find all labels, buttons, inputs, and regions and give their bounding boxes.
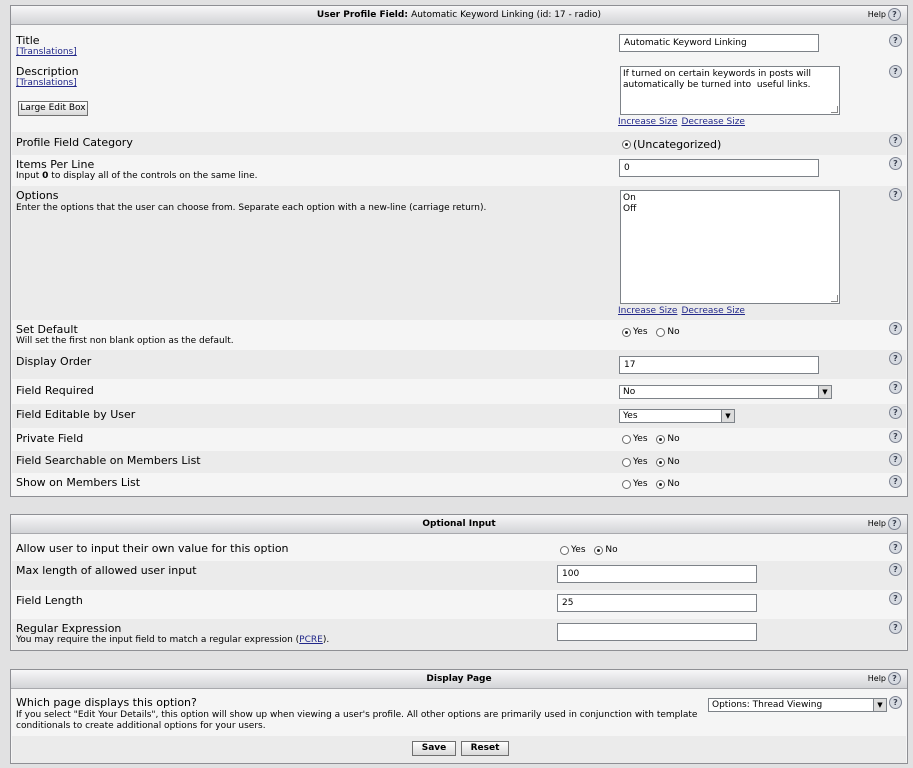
field-editable-row xyxy=(12,404,906,428)
private-field-yes-radio[interactable] xyxy=(622,435,631,444)
description-textarea[interactable] xyxy=(620,66,840,115)
allow-input-label: Allow user to input their own value for this option xyxy=(16,542,289,555)
optional-input-panel xyxy=(10,514,908,651)
yes-label: Yes xyxy=(571,545,586,555)
field-required-select[interactable] xyxy=(619,385,832,399)
yes-label: Yes xyxy=(633,327,648,337)
max-length-input[interactable]: 100 xyxy=(557,565,757,583)
help-icon[interactable]: ? xyxy=(889,322,902,335)
category-value: (Uncategorized) xyxy=(633,137,722,151)
allow-input-no-radio[interactable] xyxy=(594,546,603,555)
help-icon[interactable]: ? xyxy=(889,541,902,554)
desc-bold: 0 xyxy=(42,171,49,181)
searchable-yes-radio[interactable] xyxy=(622,458,631,467)
help-icon[interactable]: ? xyxy=(889,381,902,394)
help-icon[interactable]: ? xyxy=(888,517,901,530)
max-length-label: Max length of allowed user input xyxy=(16,564,197,577)
field-length-input[interactable]: 25 xyxy=(557,594,757,612)
set-default-label: Set Default xyxy=(16,323,78,336)
set-default-row xyxy=(12,320,906,350)
field-required-label: Field Required xyxy=(16,384,94,397)
description-label: Description xyxy=(16,65,79,78)
items-per-line-input[interactable]: 0 xyxy=(619,159,819,177)
items-per-line-row xyxy=(12,155,906,186)
help-icon[interactable]: ? xyxy=(889,34,902,47)
display-order-input[interactable]: 17 xyxy=(619,356,819,374)
chevron-down-icon[interactable]: ▼ xyxy=(873,699,886,711)
regex-label: Regular Expression xyxy=(16,622,122,635)
user-profile-field-panel xyxy=(10,5,908,497)
help-link[interactable] xyxy=(868,672,901,686)
regex-row xyxy=(12,619,906,650)
help-label: Help xyxy=(867,519,886,528)
increase-size-link[interactable]: Increase Size xyxy=(618,306,678,316)
help-link[interactable] xyxy=(868,8,901,22)
panel-title-rest: Automatic Keyword Linking (id: 17 - radio) xyxy=(411,10,602,20)
allow-input-yes-radio[interactable] xyxy=(560,546,569,555)
increase-size-link[interactable]: Increase Size xyxy=(618,117,678,127)
options-text: On Off xyxy=(623,193,637,214)
yes-label: Yes xyxy=(633,434,648,444)
which-page-description: If you select "Edit Your Details", this option will show up when viewing a user's profile. All other options are primarily used in conjunction with template conditionals to create additional options for your users. xyxy=(16,710,698,731)
options-row xyxy=(12,186,906,320)
which-page-row xyxy=(12,694,906,736)
help-icon[interactable]: ? xyxy=(889,592,902,605)
decrease-size-link[interactable]: Decrease Size xyxy=(681,306,745,316)
panel-title-bold: User Profile Field: xyxy=(316,10,408,20)
set-default-yes-radio[interactable] xyxy=(622,328,631,337)
field-editable-label: Field Editable by User xyxy=(16,408,136,421)
options-description: Enter the options that the user can choose from. Separate each option with a new-line (carriage return). xyxy=(16,203,487,213)
regex-description xyxy=(16,635,329,645)
description-size-links xyxy=(618,117,749,127)
title-label: Title xyxy=(16,34,40,47)
no-label: No xyxy=(605,545,618,555)
panel-header xyxy=(11,6,907,25)
show-on-list-radio-group xyxy=(622,479,686,490)
private-field-label: Private Field xyxy=(16,432,84,445)
set-default-radio-group xyxy=(622,327,686,338)
no-label: No xyxy=(667,434,680,444)
regex-input[interactable] xyxy=(557,623,757,641)
allow-input-radio-group xyxy=(560,545,624,556)
category-label: Profile Field Category xyxy=(16,136,133,149)
field-length-row xyxy=(12,590,906,619)
help-icon[interactable]: ? xyxy=(889,563,902,576)
help-icon[interactable]: ? xyxy=(889,65,902,78)
description-text: If turned on certain keywords in posts will automatically be turned into useful links. xyxy=(623,69,811,90)
set-default-no-radio[interactable] xyxy=(656,328,665,337)
desc-text: to display all of the controls on the same line. xyxy=(48,171,258,181)
allow-input-row xyxy=(12,539,906,561)
field-required-row xyxy=(12,379,906,404)
items-per-line-description xyxy=(16,171,257,181)
chevron-down-icon[interactable]: ▼ xyxy=(818,386,831,398)
help-icon[interactable]: ? xyxy=(889,188,902,201)
help-icon[interactable]: ? xyxy=(889,696,902,709)
title-row xyxy=(12,32,906,63)
options-size-links xyxy=(618,306,749,316)
category-radio-group xyxy=(622,137,727,151)
show-on-list-yes-radio[interactable] xyxy=(622,480,631,489)
help-icon[interactable]: ? xyxy=(889,621,902,634)
title-input[interactable]: Automatic Keyword Linking xyxy=(619,34,819,52)
yes-label: Yes xyxy=(633,479,648,489)
submit-row xyxy=(12,736,906,763)
decrease-size-link[interactable]: Decrease Size xyxy=(681,117,745,127)
help-icon[interactable]: ? xyxy=(889,475,902,488)
help-icon[interactable]: ? xyxy=(888,8,901,21)
desc-text: ). xyxy=(322,635,330,645)
category-row xyxy=(12,132,906,155)
panel-title: Display Page xyxy=(426,674,492,684)
save-button[interactable]: Save xyxy=(412,741,456,756)
display-order-label: Display Order xyxy=(16,355,92,368)
private-field-row xyxy=(12,428,906,451)
which-page-label: Which page displays this option? xyxy=(16,696,197,709)
field-editable-select[interactable] xyxy=(619,409,735,423)
display-order-row xyxy=(12,350,906,379)
pcre-link[interactable]: PCRE xyxy=(299,635,323,645)
panel-title: Optional Input xyxy=(422,519,496,529)
help-icon[interactable]: ? xyxy=(889,157,902,170)
searchable-no-radio[interactable] xyxy=(656,458,665,467)
show-on-list-label: Show on Members List xyxy=(16,476,141,489)
reset-button[interactable]: Reset xyxy=(461,741,509,756)
desc-text: You may require the input field to match a regular expression ( xyxy=(16,635,300,645)
help-label: Help xyxy=(867,674,886,683)
no-label: No xyxy=(667,479,680,489)
help-icon[interactable]: ? xyxy=(889,453,902,466)
help-icon[interactable]: ? xyxy=(889,352,902,365)
category-radio[interactable] xyxy=(622,140,631,149)
field-required-value: No xyxy=(623,387,636,397)
searchable-row xyxy=(12,451,906,473)
help-icon[interactable]: ? xyxy=(889,134,902,147)
panel-header xyxy=(11,670,907,689)
no-label: No xyxy=(667,327,680,337)
items-per-line-label: Items Per Line xyxy=(16,158,95,171)
help-label: Help xyxy=(867,10,886,19)
help-icon[interactable]: ? xyxy=(889,430,902,443)
help-link[interactable] xyxy=(868,517,901,531)
description-row xyxy=(12,63,906,132)
private-field-radio-group xyxy=(622,434,686,445)
max-length-row xyxy=(12,561,906,590)
help-icon[interactable]: ? xyxy=(889,406,902,419)
help-icon[interactable]: ? xyxy=(888,672,901,685)
title-translations-link[interactable]: [Translations] xyxy=(16,47,77,57)
searchable-radio-group xyxy=(622,457,686,468)
large-edit-box-button[interactable]: Large Edit Box xyxy=(18,101,88,116)
field-editable-value: Yes xyxy=(623,411,638,421)
no-label: No xyxy=(667,457,680,467)
field-length-label: Field Length xyxy=(16,594,83,607)
options-label: Options xyxy=(16,189,59,202)
chevron-down-icon[interactable]: ▼ xyxy=(721,410,734,422)
private-field-no-radio[interactable] xyxy=(656,435,665,444)
show-on-list-no-radio[interactable] xyxy=(656,480,665,489)
which-page-select[interactable] xyxy=(708,698,887,712)
searchable-label: Field Searchable on Members List xyxy=(16,454,201,467)
display-page-panel xyxy=(10,669,908,764)
panel-header xyxy=(11,515,907,534)
description-translations-link[interactable]: [Translations] xyxy=(16,78,77,88)
show-on-list-row xyxy=(12,473,906,496)
options-textarea[interactable] xyxy=(620,190,840,304)
set-default-description: Will set the first non blank option as the default. xyxy=(16,336,234,346)
resize-grip-icon[interactable] xyxy=(831,295,838,302)
which-page-value: Options: Thread Viewing xyxy=(712,700,823,710)
desc-text: Input xyxy=(16,171,43,181)
yes-label: Yes xyxy=(633,457,648,467)
resize-grip-icon[interactable] xyxy=(831,106,838,113)
